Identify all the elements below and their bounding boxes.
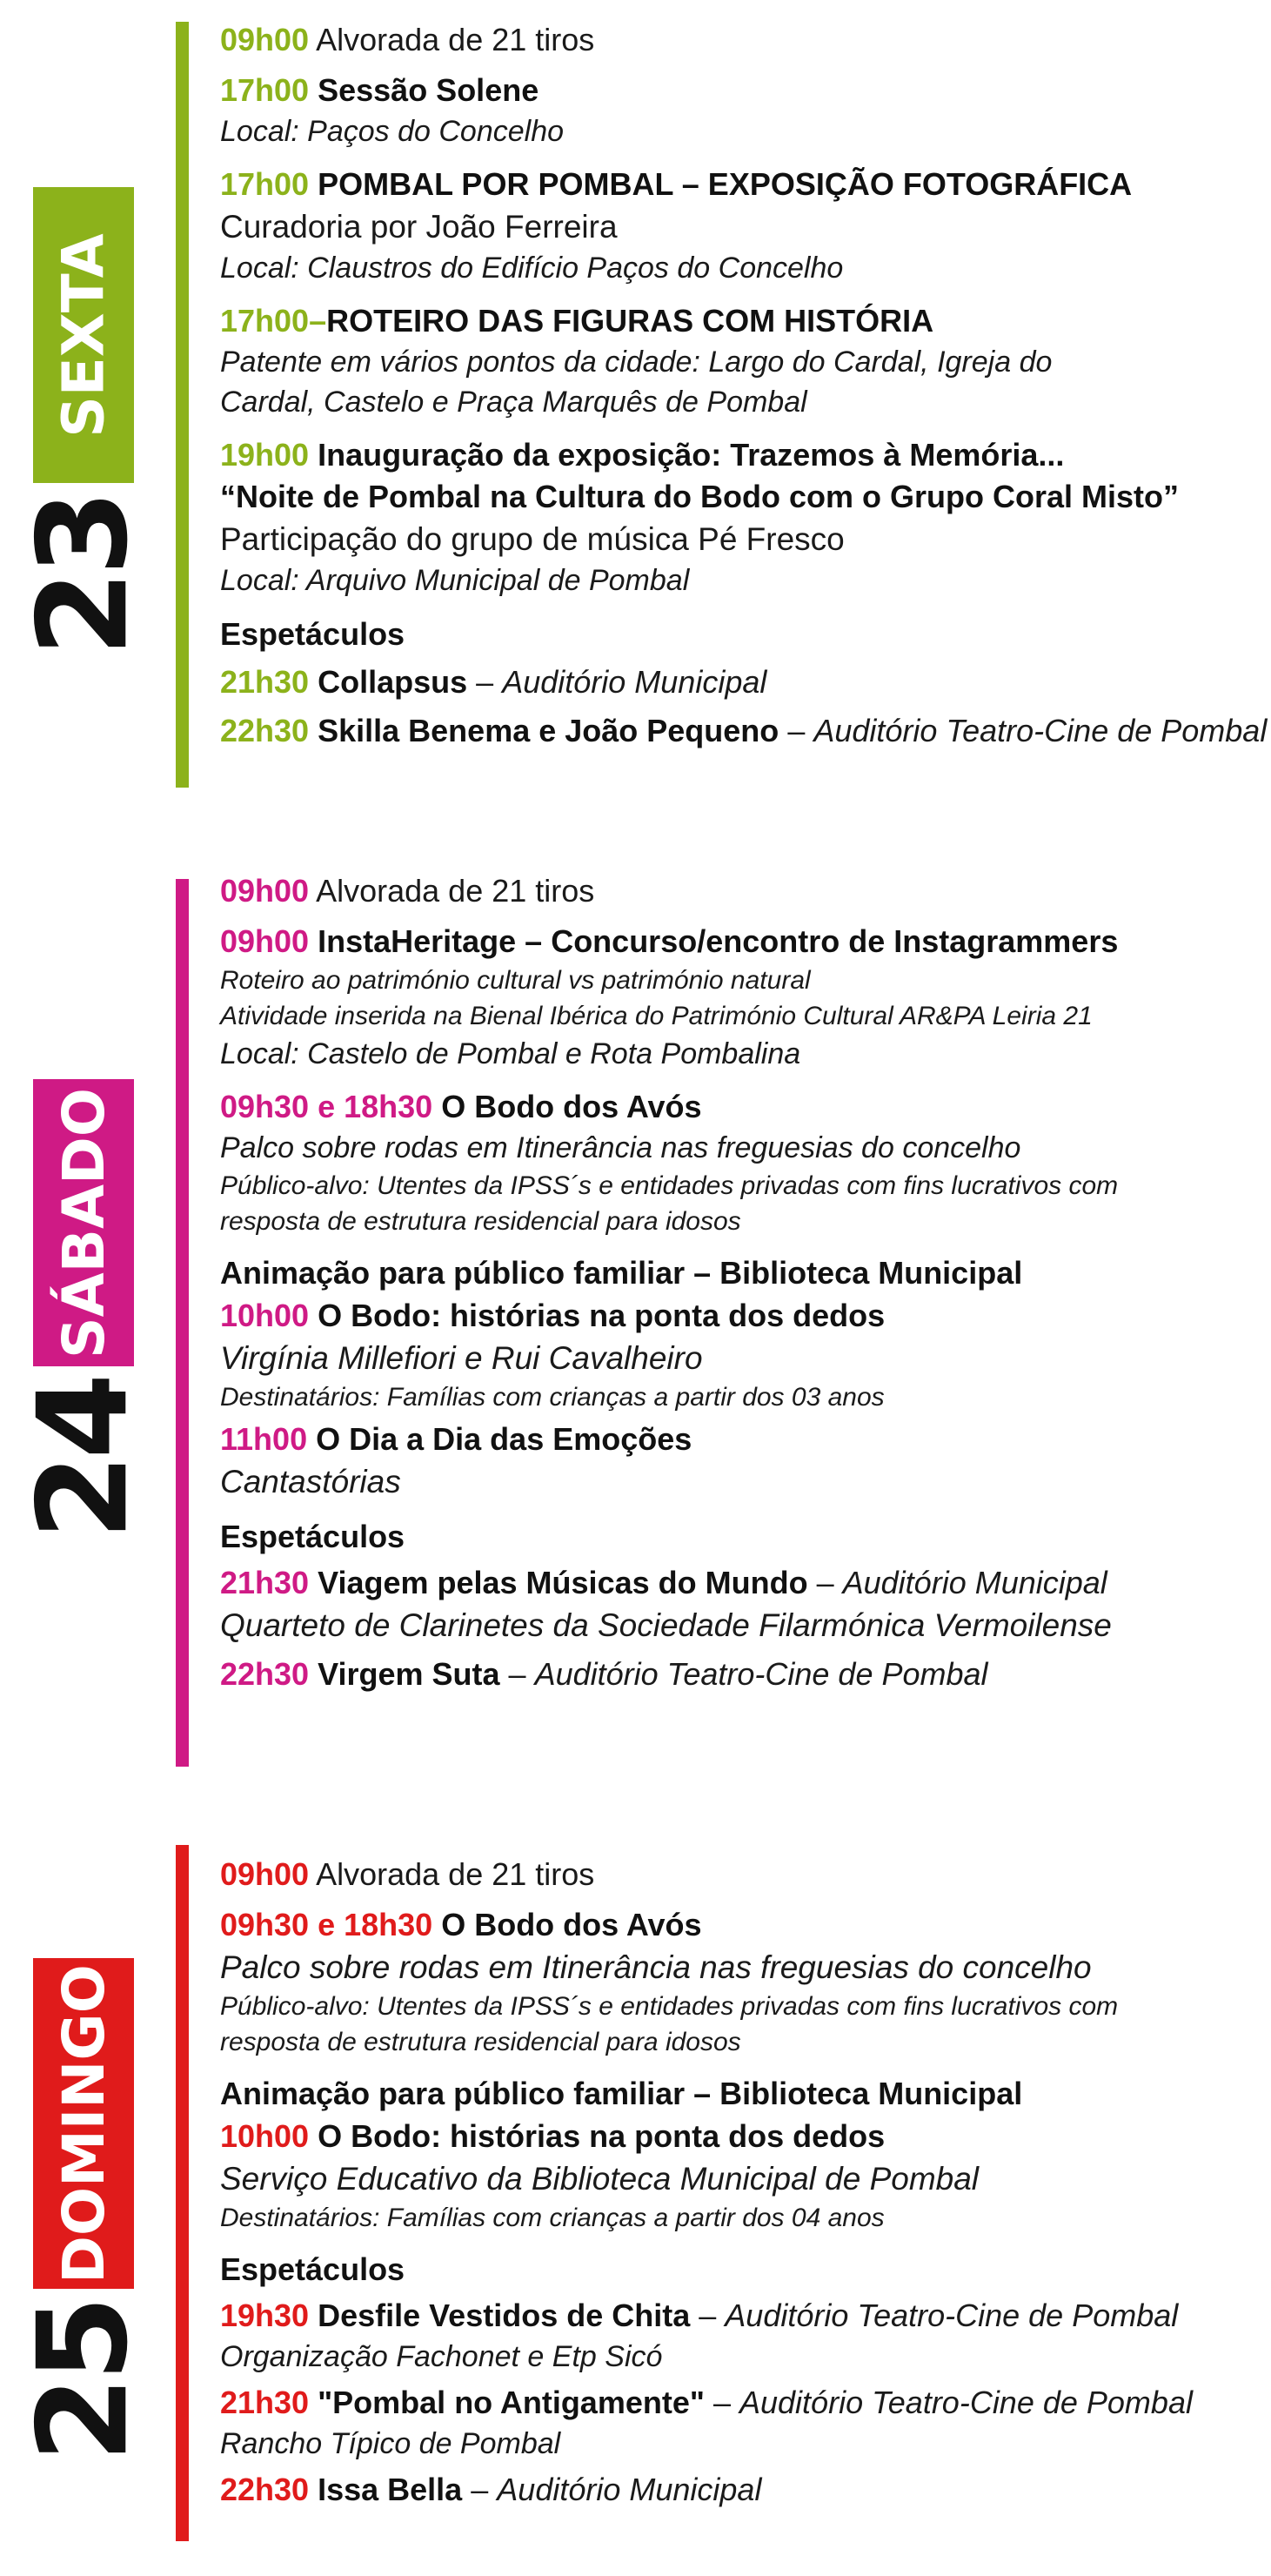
event-title: Alvorada de 21 tiros xyxy=(316,22,595,57)
event-time: 17h00 xyxy=(220,72,310,108)
event xyxy=(220,1904,1264,2060)
show-time: 22h30 xyxy=(220,713,310,748)
show-performer: Rancho Típico de Pombal xyxy=(220,2427,561,2460)
event-time: 17h00– xyxy=(220,303,327,339)
event-time: 11h00 xyxy=(220,1421,308,1457)
show-venue: Auditório Municipal xyxy=(497,2472,762,2507)
event-title: Alvorada de 21 tiros xyxy=(316,873,595,909)
events-list-24 xyxy=(220,870,1264,1695)
event-time: 09h00 xyxy=(220,873,310,909)
event-detail: Roteiro ao património cultural vs património natural xyxy=(220,966,811,995)
section-heading-shows: Espetáculos xyxy=(220,2251,405,2287)
show-title: "Pombal no Antigamente" xyxy=(318,2385,705,2420)
day-label-24 xyxy=(11,1079,156,1546)
event-audience: resposta de estrutura residencial para idosos xyxy=(220,2028,741,2056)
event-time: 09h00 xyxy=(220,923,310,959)
event-detail: Palco sobre rodas em Itinerância nas freguesias do concelho xyxy=(220,1131,1021,1164)
event xyxy=(220,434,1264,600)
event xyxy=(220,1854,1264,1895)
event-title: Alvorada de 21 tiros xyxy=(316,1856,595,1892)
event-detail: Patente em vários pontos da cidade: Largo do Cardal, Igreja do xyxy=(220,345,1053,379)
event-audience: resposta de estrutura residencial para idosos xyxy=(220,1207,741,1236)
event-detail: Virgínia Millefiori e Rui Cavalheiro xyxy=(220,1340,703,1376)
show: 22h30 Issa Bella – Auditório Municipal xyxy=(220,2472,762,2507)
event-title: Sessão Solene xyxy=(318,72,539,108)
event xyxy=(220,921,1264,1074)
show: 21h30 "Pombal no Antigamente" – Auditório Teatro-Cine de Pombal xyxy=(220,2385,1193,2420)
day-bar-24 xyxy=(176,879,189,1767)
event-title: Inauguração da exposição: Trazemos à Memória... xyxy=(318,437,1065,473)
day-name-badge: DOMINGO xyxy=(33,1958,134,2289)
event-title: InstaHeritage – Concurso/encontro de Instagrammers xyxy=(318,923,1119,959)
event-title: POMBAL POR POMBAL – EXPOSIÇÃO FOTOGRÁFICA xyxy=(318,166,1133,202)
show-venue: Auditório Municipal xyxy=(842,1565,1107,1600)
show-venue: Auditório Teatro-Cine de Pombal xyxy=(813,713,1268,748)
day-number: 24 xyxy=(11,1378,156,1540)
events-list-23 xyxy=(220,19,1268,752)
event-title: O Dia a Dia das Emoções xyxy=(316,1421,692,1457)
event xyxy=(220,164,1264,288)
event-title: O Bodo: histórias na ponta dos dedos xyxy=(318,2118,886,2154)
event-title: O Bodo dos Avós xyxy=(441,1907,702,1942)
event-time: 09h00 xyxy=(220,22,310,57)
event-audience: Público-alvo: Utentes da IPSS´s e entidades privadas com fins lucrativos com xyxy=(220,1171,1119,1200)
event-audience: Público-alvo: Utentes da IPSS´s e entidades privadas com fins lucrativos com xyxy=(220,1992,1119,2021)
event xyxy=(220,2116,1264,2236)
day-label-23 xyxy=(11,187,156,662)
show-venue: Auditório Teatro-Cine de Pombal xyxy=(739,2385,1193,2420)
event-location: Local: Claustros do Edifício Paços do Concelho xyxy=(220,252,844,285)
day-bar-25 xyxy=(176,1845,189,2541)
day-number: 25 xyxy=(11,2300,156,2462)
show-time: 22h30 xyxy=(220,2472,310,2507)
event-location: Local: Paços do Concelho xyxy=(220,115,565,148)
show: 21h30 Viagem pelas Músicas do Mundo – Auditório Municipal xyxy=(220,1565,1107,1600)
show: 22h30 Skilla Benema e João Pequeno – Auditório Teatro-Cine de Pombal xyxy=(220,713,1268,748)
day-name-badge: SEXTA xyxy=(33,187,134,483)
show-venue: Auditório Teatro-Cine de Pombal xyxy=(725,2298,1179,2333)
show-title: Viagem pelas Músicas do Mundo xyxy=(318,1565,808,1600)
event xyxy=(220,870,1264,912)
show-time: 22h30 xyxy=(220,1656,310,1692)
event-location: Local: Castelo de Pombal e Rota Pombalina xyxy=(220,1037,801,1070)
show-time: 21h30 xyxy=(220,664,310,700)
show: 21h30 Collapsus – Auditório Municipal xyxy=(220,664,767,700)
show: 19h30 Desfile Vestidos de Chita – Auditório Teatro-Cine de Pombal xyxy=(220,2298,1179,2333)
show-venue: Auditório Teatro-Cine de Pombal xyxy=(534,1656,988,1692)
event-detail: Atividade inserida na Bienal Ibérica do Património Cultural AR&PA Leiria 21 xyxy=(220,1002,1093,1030)
show-time: 21h30 xyxy=(220,2385,310,2420)
show-venue: Auditório Municipal xyxy=(502,664,767,700)
event xyxy=(220,70,1264,151)
event xyxy=(220,1419,1264,1503)
event-title: O Bodo: histórias na ponta dos dedos xyxy=(318,1298,886,1333)
event-detail: Curadoria por João Ferreira xyxy=(220,209,618,245)
show-time: 21h30 xyxy=(220,1565,310,1600)
section-heading-shows: Espetáculos xyxy=(220,1519,405,1554)
day-25-schedule xyxy=(0,1828,1271,2576)
event xyxy=(220,1295,1264,1415)
show-performer: Quarteto de Clarinetes da Sociedade Filarmónica Vermoilense xyxy=(220,1607,1112,1643)
day-bar-23 xyxy=(176,22,189,788)
day-label-25 xyxy=(11,1958,156,2468)
event-detail: Palco sobre rodas em Itinerância nas freguesias do concelho xyxy=(220,1949,1092,1985)
event-time: 17h00 xyxy=(220,166,310,202)
event xyxy=(220,1086,1264,1239)
show-performer: Organização Fachonet e Etp Sicó xyxy=(220,2340,663,2373)
show-title: Desfile Vestidos de Chita xyxy=(318,2298,691,2333)
event-subtitle: “Noite de Pombal na Cultura do Bodo com o Grupo Coral Misto” xyxy=(220,479,1180,514)
event-time: 09h30 e 18h30 xyxy=(220,1089,433,1124)
events-list-25 xyxy=(220,1854,1264,2511)
event-detail: Cardal, Castelo e Praça Marquês de Pombal xyxy=(220,386,807,419)
day-23-schedule xyxy=(0,0,1271,809)
event-detail: Cantastórias xyxy=(220,1464,401,1499)
day-name-badge: SÁBADO xyxy=(33,1079,134,1366)
event-time: 19h00 xyxy=(220,437,310,473)
day-number: 23 xyxy=(11,494,156,656)
section-heading-family: Animação para público familiar – Biblioteca Municipal xyxy=(220,2076,1023,2111)
show-title: Issa Bella xyxy=(318,2472,463,2507)
show-time: 19h30 xyxy=(220,2298,310,2333)
event-detail: Serviço Educativo da Biblioteca Municipal de Pombal xyxy=(220,2161,980,2197)
show: 22h30 Virgem Suta – Auditório Teatro-Cine de Pombal xyxy=(220,1656,988,1692)
event-audience: Destinatários: Famílias com crianças a partir dos 04 anos xyxy=(220,2204,885,2232)
show-title: Virgem Suta xyxy=(318,1656,500,1692)
day-24-schedule xyxy=(0,870,1271,1810)
event-detail: Participação do grupo de música Pé Fresco xyxy=(220,521,845,557)
show-title: Skilla Benema e João Pequeno xyxy=(318,713,779,748)
event-time: 09h30 e 18h30 xyxy=(220,1907,433,1942)
event xyxy=(220,300,1264,422)
event-time: 09h00 xyxy=(220,1856,310,1892)
event-time: 10h00 xyxy=(220,2118,310,2154)
section-heading-family: Animação para público familiar – Biblioteca Municipal xyxy=(220,1255,1023,1291)
event-audience: Destinatários: Famílias com crianças a partir dos 03 anos xyxy=(220,1383,885,1412)
show-title: Collapsus xyxy=(318,664,468,700)
event-time: 10h00 xyxy=(220,1298,310,1333)
section-heading-shows: Espetáculos xyxy=(220,616,405,652)
event-title: O Bodo dos Avós xyxy=(441,1089,702,1124)
event xyxy=(220,19,1264,61)
event-location: Local: Arquivo Municipal de Pombal xyxy=(220,564,690,597)
event-title: ROTEIRO DAS FIGURAS COM HISTÓRIA xyxy=(326,303,934,339)
